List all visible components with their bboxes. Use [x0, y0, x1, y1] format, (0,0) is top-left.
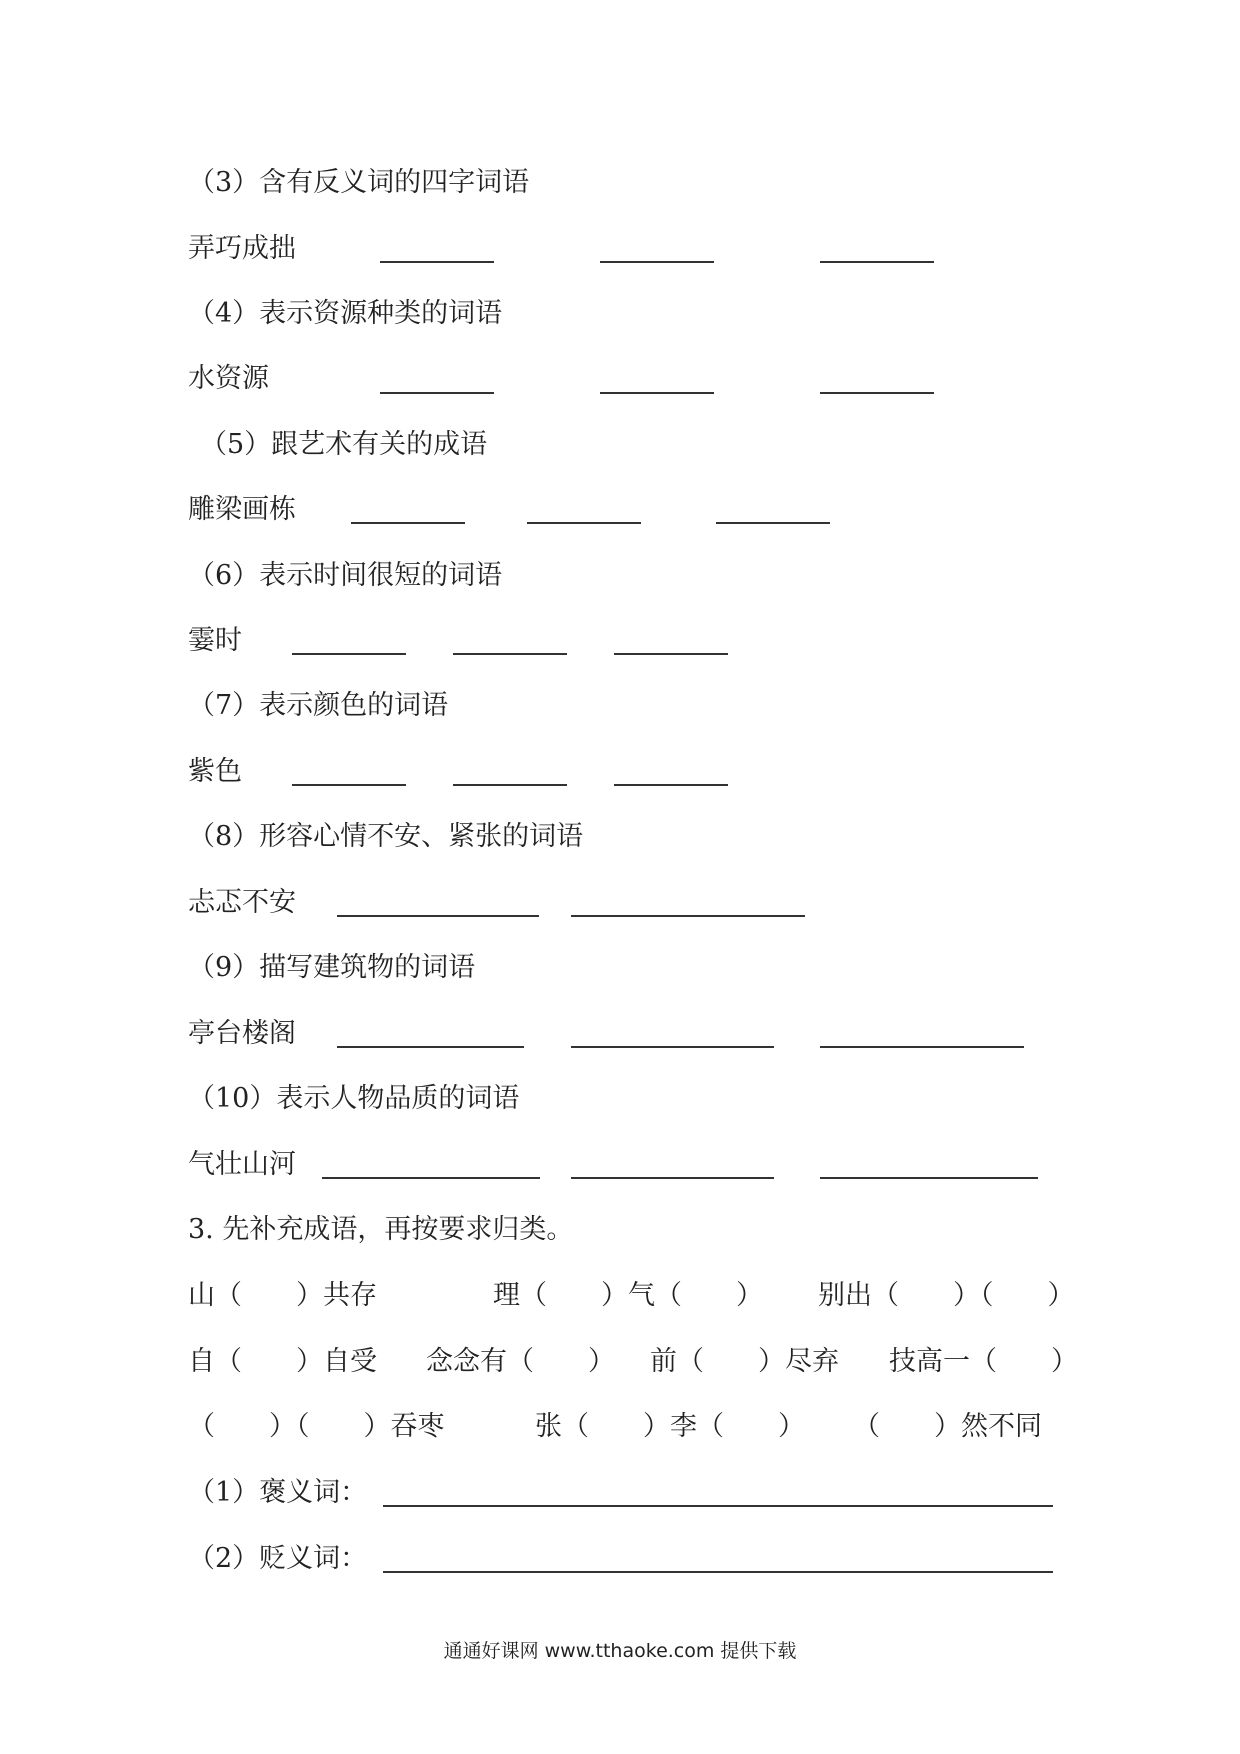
answer-blank[interactable]	[614, 784, 728, 786]
example-word-3: 弄巧成拙	[188, 233, 296, 264]
praise-words-blank[interactable]	[383, 1505, 1053, 1507]
section-heading-6: （6）表示时间很短的词语	[188, 560, 503, 591]
example-word-10: 气壮山河	[188, 1149, 296, 1180]
answer-blank[interactable]	[571, 1177, 774, 1179]
praise-words-label: （1）褒义词：	[188, 1477, 368, 1508]
answer-blank[interactable]	[571, 915, 805, 917]
answer-blank[interactable]	[380, 261, 494, 263]
section-heading-10: （10）表示人物品质的词语	[188, 1083, 520, 1114]
answer-blank[interactable]	[337, 915, 539, 917]
answer-blank[interactable]	[380, 392, 494, 394]
idiom-item: 张（ ）李（ ）	[535, 1411, 805, 1442]
example-word-8: 忐忑不安	[188, 887, 296, 918]
question-3-title: 3. 先补充成语，再按要求归类。	[188, 1214, 574, 1245]
derogatory-words-label: （2）贬义词：	[188, 1543, 368, 1574]
answer-blank[interactable]	[820, 1046, 1024, 1048]
answer-blank[interactable]	[322, 1177, 540, 1179]
answer-blank[interactable]	[600, 261, 714, 263]
answer-blank[interactable]	[820, 392, 934, 394]
idiom-item: （ ）然不同	[853, 1411, 1042, 1442]
section-heading-3: （3）含有反义词的四字词语	[188, 167, 530, 198]
answer-blank[interactable]	[571, 1046, 774, 1048]
section-heading-4: （4）表示资源种类的词语	[188, 298, 503, 329]
section-heading-9: （9）描写建筑物的词语	[188, 952, 476, 983]
answer-blank[interactable]	[351, 522, 465, 524]
idiom-item: （ ）（ ）吞枣	[188, 1411, 445, 1442]
example-word-4: 水资源	[188, 363, 269, 394]
footer-credit: 通通好课网 www.tthaoke.com 提供下载	[443, 1640, 797, 1662]
derogatory-words-blank[interactable]	[383, 1571, 1053, 1573]
example-word-5: 雕梁画栋	[188, 494, 296, 525]
section-heading-7: （7）表示颜色的词语	[188, 690, 449, 721]
answer-blank[interactable]	[600, 392, 714, 394]
example-word-9: 亭台楼阁	[188, 1018, 296, 1049]
idiom-item: 技高一（ ）	[889, 1346, 1078, 1377]
section-heading-8: （8）形容心情不安、紧张的词语	[188, 821, 584, 852]
answer-blank[interactable]	[614, 653, 728, 655]
answer-blank[interactable]	[820, 261, 934, 263]
idiom-item: 别出（ ）（ ）	[818, 1280, 1075, 1311]
section-heading-5: （5）跟艺术有关的成语	[200, 429, 488, 460]
example-word-6: 霎时	[188, 625, 242, 656]
idiom-item: 理（ ）气（ ）	[493, 1280, 763, 1311]
answer-blank[interactable]	[453, 784, 567, 786]
answer-blank[interactable]	[716, 522, 830, 524]
answer-blank[interactable]	[527, 522, 641, 524]
idiom-item: 前（ ）尽弃	[650, 1346, 839, 1377]
answer-blank[interactable]	[337, 1046, 524, 1048]
idiom-item: 自（ ）自受	[188, 1346, 377, 1377]
idiom-item: 山（ ）共存	[188, 1280, 377, 1311]
answer-blank[interactable]	[292, 784, 406, 786]
answer-blank[interactable]	[453, 653, 567, 655]
answer-blank[interactable]	[820, 1177, 1038, 1179]
idiom-item: 念念有（ ）	[426, 1346, 615, 1377]
example-word-7: 紫色	[188, 756, 242, 787]
answer-blank[interactable]	[292, 653, 406, 655]
